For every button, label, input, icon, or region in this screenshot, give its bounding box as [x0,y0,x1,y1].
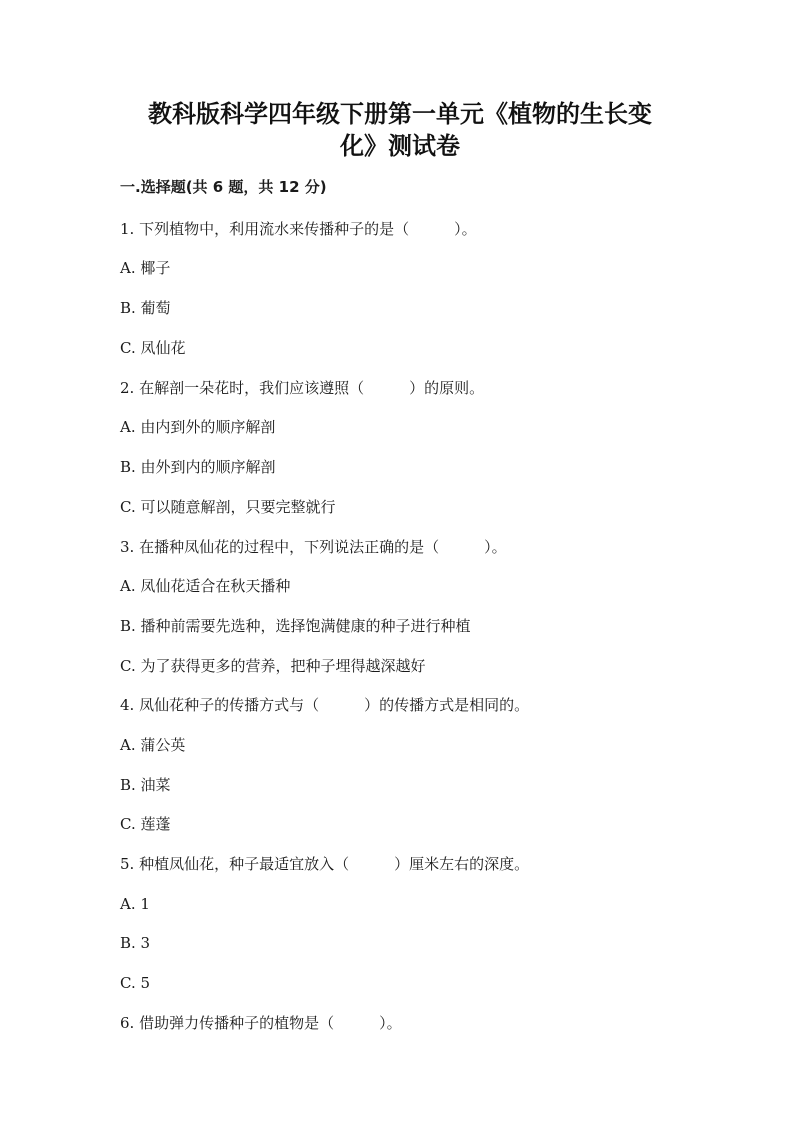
question-2-option-b: B. 由外到内的顺序解剖 [120,458,276,476]
question-3-stem: 3. 在播种凤仙花的过程中，下列说法正确的是（ ）。 [120,538,507,556]
question-2-option-c: C. 可以随意解剖，只要完整就行 [120,498,336,516]
question-2-option-a: A. 由内到外的顺序解剖 [120,418,276,436]
question-6-stem: 6. 借助弹力传播种子的植物是（ ）。 [120,1014,402,1032]
question-3-option-b: B. 播种前需要先选种，选择饱满健康的种子进行种植 [120,617,471,635]
title-line-2: 化》测试卷 [340,132,460,160]
question-4-option-c: C. 莲蓬 [120,815,171,833]
question-3-option-a: A. 凤仙花适合在秋天播种 [120,577,291,595]
question-5-option-c: C. 5 [120,974,151,992]
title-line-1: 教科版科学四年级下册第一单元《植物的生长变 [148,100,652,128]
question-4-option-a: A. 蒲公英 [120,736,186,754]
question-4-option-b: B. 油菜 [120,776,171,794]
question-3-option-c: C. 为了获得更多的营养，把种子埋得越深越好 [120,657,426,675]
question-5-option-a: A. 1 [120,895,150,913]
question-1-option-a: A. 椰子 [120,259,171,277]
question-1-stem: 1. 下列植物中，利用流水来传播种子的是（ ）。 [120,220,477,238]
question-2-stem: 2. 在解剖一朵花时，我们应该遵照（ ）的原则。 [120,379,485,397]
question-1-option-b: B. 葡萄 [120,299,171,317]
question-1-option-c: C. 凤仙花 [120,339,186,357]
question-5-stem: 5. 种植凤仙花，种子最适宜放入（ ）厘米左右的深度。 [120,855,530,873]
section-heading: 一.选择题(共 6 题，共 12 分) [120,178,327,196]
question-4-stem: 4. 凤仙花种子的传播方式与（ ）的传播方式是相同的。 [120,696,530,714]
question-5-option-b: B. 3 [120,934,151,952]
